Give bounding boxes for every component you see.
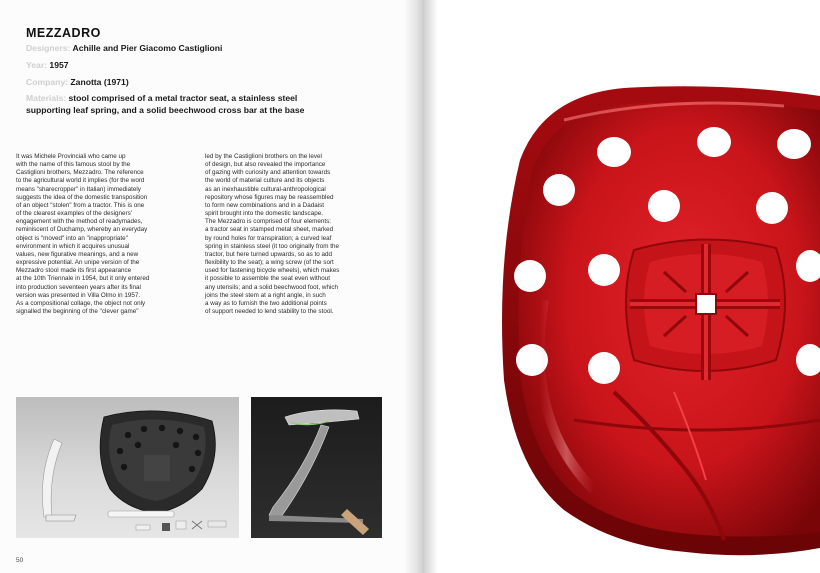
disassembled-stool-illustration xyxy=(16,397,239,538)
body-line: expressive potential. An unipe version of the xyxy=(16,259,140,267)
body-line: engagement with the method of readymades, xyxy=(16,218,143,226)
designers-value: Achille and Pier Giacomo Castiglioni xyxy=(72,43,223,53)
body-line: a tractor seat in stamped metal sheet, marked xyxy=(205,226,334,234)
body-line: Mezzadro stool made its first appearance xyxy=(16,267,132,275)
body-line: signalled the beginning of the "clever game" xyxy=(16,307,139,315)
body-line: reminiscent of Duchamp, whereby an everyday xyxy=(16,226,148,234)
company-label: Company: xyxy=(26,77,69,87)
body-line: to form new combinations and in a Dadaist xyxy=(205,201,325,209)
designers-label: Designers: xyxy=(26,43,71,53)
body-line: repository whose figures may be reassembled xyxy=(205,193,334,201)
body-line: It was Michele Provinciali who came up xyxy=(16,153,126,160)
body-line: of the clearest examples of the designers' xyxy=(16,210,133,218)
year-value: 1957 xyxy=(49,60,69,70)
body-line: as an inexhaustible cultural-anthropological xyxy=(205,185,326,193)
body-line: As a compositional collage, the object not only xyxy=(16,299,146,307)
body-line: version was presented in Villa Olmo in 1957. xyxy=(16,291,141,299)
body-line: into production seventeen years after its final xyxy=(16,283,141,291)
company-value: Zanotta (1971) xyxy=(70,77,129,87)
body-line: led by the Castiglioni brothers on the level xyxy=(205,153,322,160)
assembled-stool-illustration xyxy=(251,397,382,538)
materials-value: stool comprised of a metal tractor seat, a stainless steel xyxy=(68,93,298,103)
designers-line xyxy=(26,42,222,54)
materials-line xyxy=(26,92,386,116)
body-line: with the name of this famous stool by the xyxy=(16,161,131,169)
book-gutter-shadow xyxy=(404,0,426,573)
body-column-1 xyxy=(16,153,192,316)
body-line: values, new figurative meanings, and a new xyxy=(16,250,139,258)
photo-disassembled-stool xyxy=(16,397,239,538)
body-line: any utensils; and a solid beechwood foot, which xyxy=(205,283,339,291)
year-line xyxy=(26,59,69,71)
red-tractor-seat-photo xyxy=(424,0,820,573)
body-line: tractor, but here turned upwards, so as to add xyxy=(205,250,333,258)
center-bolt-hole xyxy=(696,294,716,314)
body-line: by round holes for transpiration; a curved leaf xyxy=(205,234,332,242)
body-line: flexibility to the seat); a wing screw (of the sort xyxy=(205,259,334,267)
body-line: object is "moved" into an "inappropriate" xyxy=(16,234,128,242)
body-line: to the agricultural world it implies (for the word xyxy=(16,177,145,185)
body-line: spirit brought into the domestic landscape. xyxy=(205,210,323,218)
materials-value-continued: supporting leaf spring, and a solid beechwood cross bar at the base xyxy=(26,105,305,115)
company-line xyxy=(26,76,129,88)
right-gutter-shadow xyxy=(424,0,438,573)
materials-label: Materials: xyxy=(26,93,67,103)
body-line: of support needed to lend stability to the stool. xyxy=(205,307,334,315)
body-line: Castiglioni brothers, Mezzadro. The reference xyxy=(16,169,144,177)
body-line: of gazing with curiosity and attention towards xyxy=(205,169,331,177)
page-number: 50 xyxy=(16,557,24,564)
page-title: MEZZADRO xyxy=(26,26,101,40)
right-page-photo xyxy=(424,0,820,573)
body-line: means "sharecropper" in Italian) immediately xyxy=(16,185,141,193)
body-line: of an object "stolen" from a tractor. This is one xyxy=(16,201,145,209)
body-column-2 xyxy=(205,153,381,316)
body-line: spring in stainless steel (it too originally from the xyxy=(205,242,340,250)
body-line: it possible to assemble the seat even without xyxy=(205,275,330,283)
year-label: Year: xyxy=(26,60,48,70)
body-line: environment in which it acquires unusual xyxy=(16,242,130,250)
body-line: a way as to furnish the two additional points xyxy=(205,299,327,307)
body-line: joins the steel stem at a right angle, in such xyxy=(205,291,326,299)
body-line: The Mezzadro is comprised of four elements: xyxy=(205,218,331,226)
body-line: at the 10th Triennale in 1954, but it only entered xyxy=(16,275,150,283)
photo-assembled-stool xyxy=(251,397,382,538)
body-line: suggests the idea of the domestic transposition xyxy=(16,193,148,201)
body-line: the world of material culture and its objects xyxy=(205,177,325,185)
body-line: used for fastening bicycle wheels), which makes xyxy=(205,267,340,275)
body-line: of design, but also revealed the importance xyxy=(205,161,326,169)
